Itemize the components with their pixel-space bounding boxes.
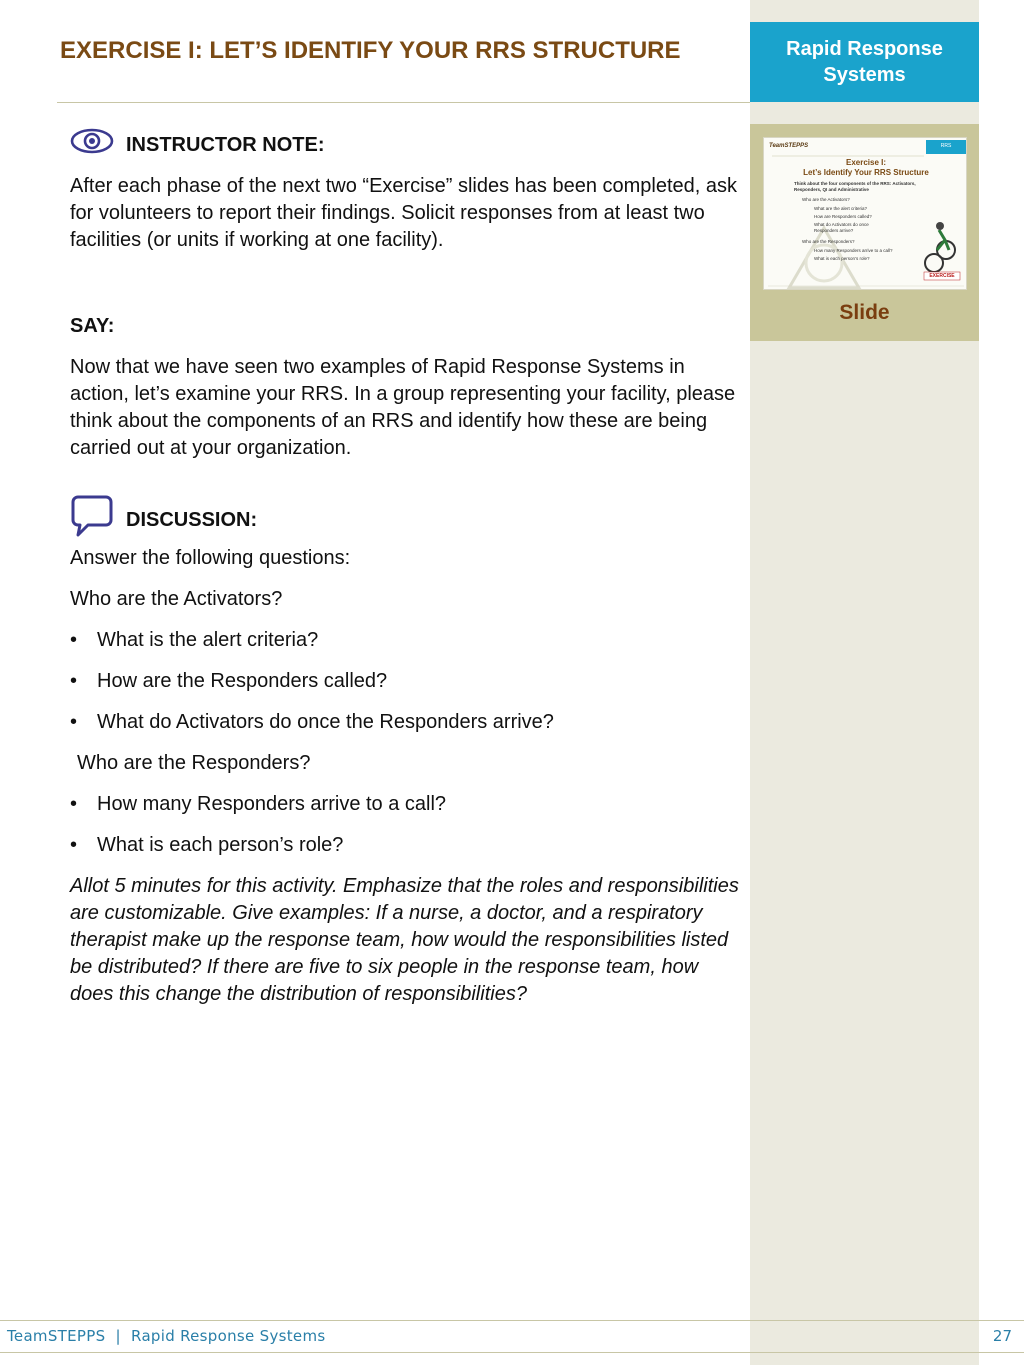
instructor-note-text: After each phase of the next two “Exercise” slides has been completed, ask for volunteers to report their findings. Solicit responses from at least two facilities (or units if working at one facility). xyxy=(70,175,738,251)
speech-bubble-icon xyxy=(70,494,114,546)
thumbnail-tag: RRS xyxy=(940,143,952,149)
activators-list xyxy=(70,627,740,736)
footer-text: TeamSTEPPS | Rapid Response Systems xyxy=(7,1327,326,1345)
list-item: • What is the alert criteria? xyxy=(70,629,319,651)
section-tab xyxy=(750,22,979,102)
say-text: Now that we have seen two examples of Rapid Response Systems in action, let’s examine your RRS. In a group representing your facility, please think about the components of an RRS and identify how these are being carried out at your organization. xyxy=(70,356,736,459)
thumbnail-item: What are the alert criteria? xyxy=(814,206,868,211)
thumbnail-intro: Think about the four components of the RRS: Activators, Responders, QI and Administrative xyxy=(794,181,916,192)
slide-label: Slide xyxy=(839,301,890,324)
activators-question: Who are the Activators? xyxy=(70,588,283,610)
title-divider xyxy=(57,102,750,103)
instructor-note-heading: INSTRUCTOR NOTE: xyxy=(126,133,325,156)
list-item: • How are the Responders called? xyxy=(70,670,388,692)
activity-note: Allot 5 minutes for this activity. Emphasize that the roles and responsibilities are customizable. Give examples: If a nurse, a doctor, and a respiratory therapist make up the response team, how would the responsibilities listed be distributed? If there are five to six people in the response team, how does this change the distribution of responsibilities? xyxy=(70,875,739,1005)
discussion-heading: DISCUSSION: xyxy=(126,508,258,531)
thumbnail-title-1: Exercise I: xyxy=(845,158,887,167)
section-tab-label: Rapid Response Systems xyxy=(786,38,943,86)
thumbnail-item: What is each person’s role? xyxy=(814,256,870,261)
page-number: 27 xyxy=(992,1327,1012,1345)
thumbnail-item: How many Responders arrive to a call? xyxy=(814,248,893,253)
instructor-note-header xyxy=(70,128,740,162)
list-item: • What is each person’s role? xyxy=(70,834,344,856)
thumbnail-text xyxy=(764,138,967,290)
thumbnail-badge: EXERCISE xyxy=(929,273,955,279)
slide-thumbnail[interactable] xyxy=(763,137,967,290)
responders-list xyxy=(70,791,740,859)
responders-question: Who are the Responders? xyxy=(77,752,311,774)
slide-panel xyxy=(750,124,979,341)
footer-divider-bottom xyxy=(0,1352,1024,1353)
list-item: • How many Responders arrive to a call? xyxy=(70,793,447,815)
discussion-header xyxy=(70,503,740,537)
thumbnail-title-2: Let’s Identify Your RRS Structure xyxy=(803,168,929,177)
discussion-intro: Answer the following questions: xyxy=(70,547,351,569)
footer-divider-top xyxy=(0,1320,1024,1321)
thumbnail-item: How are Responders called? xyxy=(814,214,872,219)
thumbnail-logo: TeamSTEPPS xyxy=(769,143,809,149)
eye-icon xyxy=(70,127,114,163)
thumbnail-item: What do Activators do once Responders arrive? xyxy=(814,222,869,233)
main-content xyxy=(70,128,740,1008)
thumbnail-item: Who are the Responders? xyxy=(802,239,855,244)
thumbnail-item: Who are the Activators? xyxy=(802,197,850,202)
list-item: • What do Activators do once the Responders arrive? xyxy=(70,711,554,733)
say-heading: SAY: xyxy=(70,315,115,337)
page-title: EXERCISE I: LET’S IDENTIFY YOUR RRS STRUCTURE xyxy=(60,37,681,64)
